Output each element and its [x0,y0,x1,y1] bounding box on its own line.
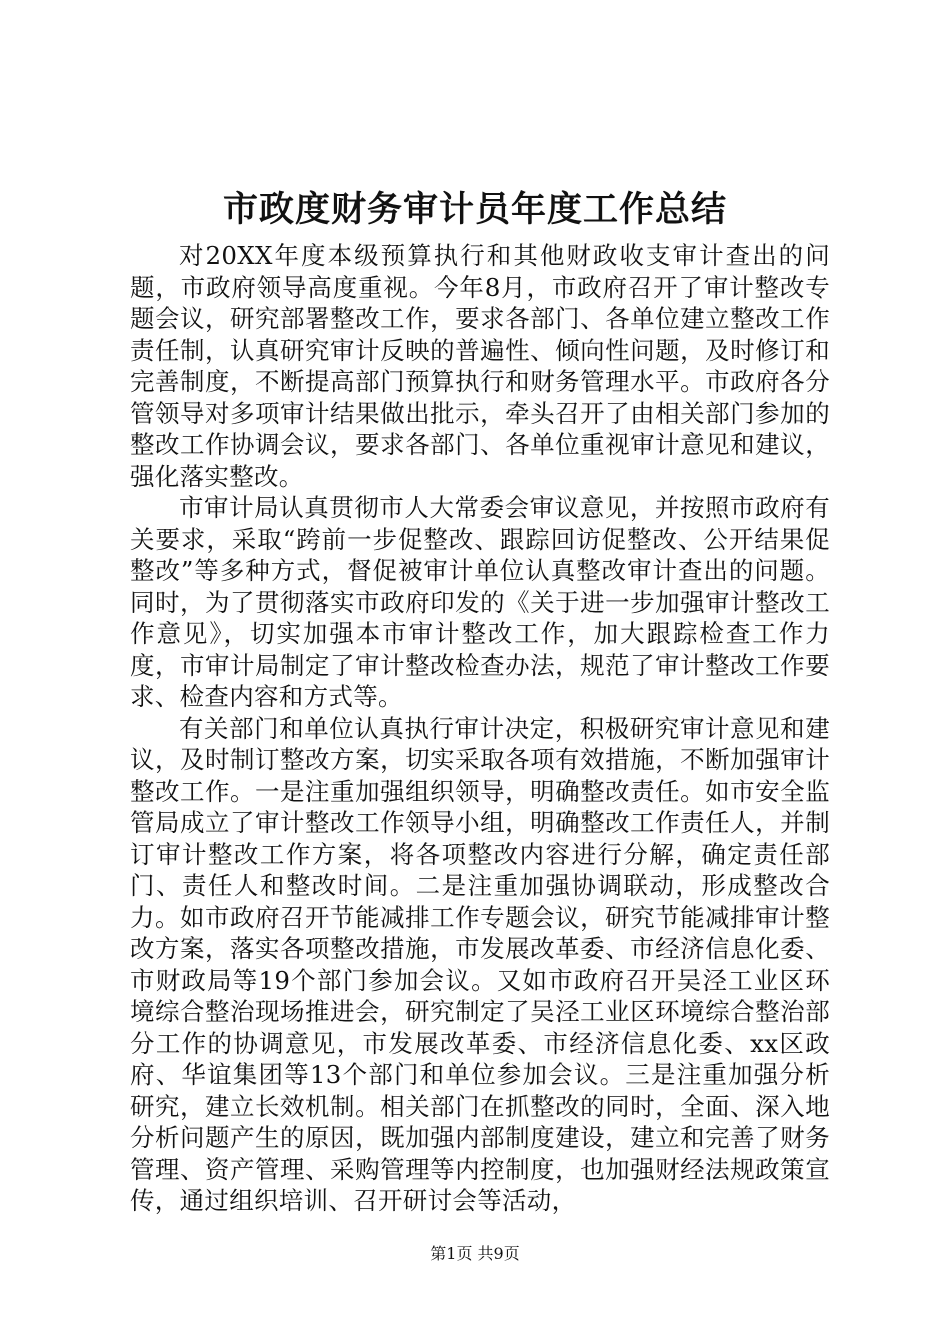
paragraph-3: 有关部门和单位认真执行审计决定，积极研究审计意见和建议，及时制订整改方案，切实采取各项有效措施，不断加强审计整改工作。一是注重加强组织领导，明确整改责任。如市安全监管局成立了审计整改工作领导小组，明确整改工作责任人，并制订审计整改工作方案，将各项整改内容进行分解，确定责任部门、责任人和整改时间。二是注重加强协调联动，形成整改合力。如市政府召开节能减排工作专题会议，研究节能减排审计整改方案，落实各项整改措施，市发展改革委、市经济信息化委、市财政局等19个部门参加会议。又如市政府召开吴泾工业区环境综合整治现场推进会，研究制定了吴泾工业区环境综合整治部分工作的协调意见，市发展改革委、市经济信息化委、xx区政府、华谊集团等13个部门和单位参加会议。三是注重加强分析研究，建立长效机制。相关部门在抓整改的同时，全面、深入地分析问题产生的原因，既加强内部制度建设，建立和完善了财务管理、资产管理、采购管理等内控制度，也加强财经法规政策宣传，通过组织培训、召开研讨会等活动， [130,713,830,1215]
document-title: 市政度财务审计员年度工作总结 [222,189,727,230]
paragraph-1: 对20XX年度本级预算执行和其他财政收支审计查出的问题，市政府领导高度重视。今年8月，市政府召开了审计整改专题会议，研究部署整改工作，要求各部门、各单位建立整改工作责任制，认真研究审计反映的普遍性、倾向性问题，及时修订和完善制度，不断提高部门预算执行和财务管理水平。市政府各分管领导对多项审计结果做出批示，牵头召开了由相关部门参加的整改工作协调会议，要求各部门、各单位重视审计意见和建议，强化落实整改。 [130,241,831,491]
paragraph-2: 市审计局认真贯彻市人大常委会审议意见，并按照市政府有关要求，采取“跨前一步促整改、跟踪回访促整改、公开结果促整改”等多种方式，督促被审计单位认真整改审计查出的问题。同时，为了贯彻落实市政府印发的《关于进一步加强审计整改工作意见》，切实加强本市审计整改工作，加大跟踪检查工作力度，市审计局制定了审计整改检查办法，规范了审计整改工作要求、检查内容和方式等。 [130,493,830,711]
page-number-footer: 第1页 共9页 [430,1244,520,1263]
document-body [130,240,830,1217]
